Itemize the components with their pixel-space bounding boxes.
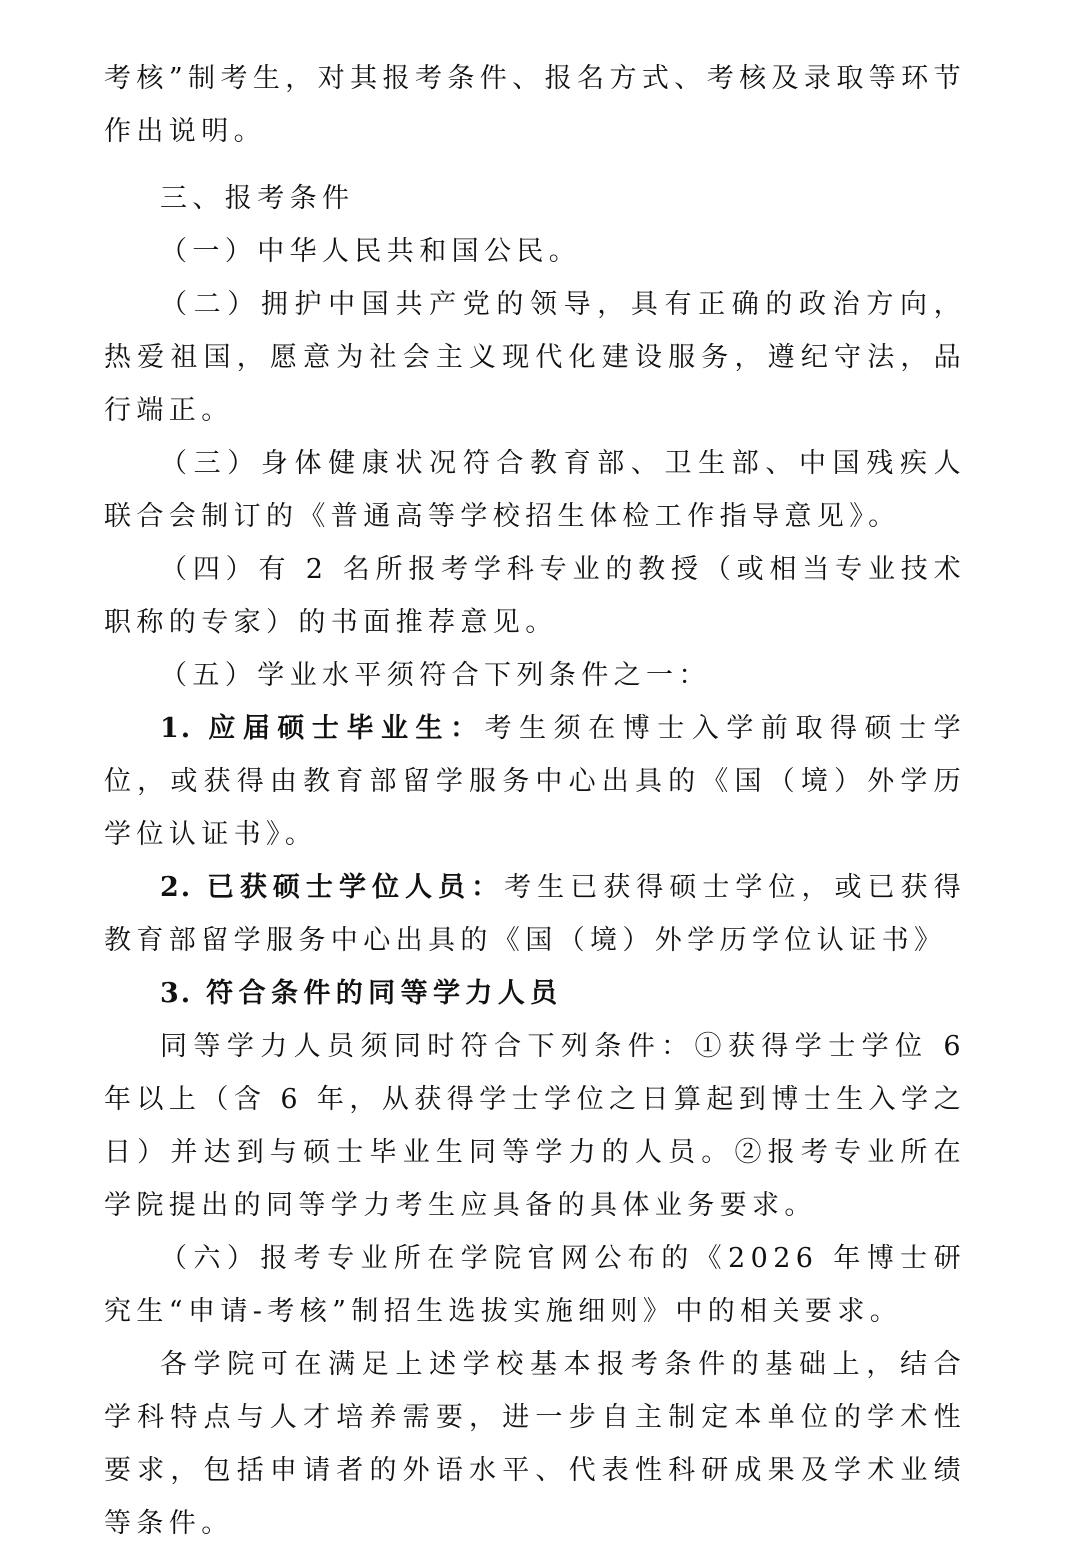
- condition-5: （五）学业水平须符合下列条件之一：: [160, 660, 711, 691]
- item-3-label: 符合条件的同等学力人员: [206, 978, 563, 1009]
- item-1: [104, 702, 966, 861]
- condition-2: （二）拥护中国共产党的领导，具有正确的政治方向，热爱祖国，愿意为社会主义现代化建设服务，遵纪守法，品行端正。: [104, 289, 966, 426]
- item-3-heading: [104, 967, 966, 1020]
- condition-1: （一）中华人民共和国公民。: [160, 236, 582, 267]
- condition-3: （三）身体健康状况符合教育部、卫生部、中国残疾人联合会制订的《普通高等学校招生体检工作指导意见》。: [104, 448, 966, 532]
- condition-6: （六）报考专业所在学院官网公布的《2026 年博士研究生“申请-考核”制招生选拔实施细则》中的相关要求。: [104, 1243, 966, 1327]
- item-1-number: 1.: [160, 713, 193, 744]
- item-2-label: 已获硕士学位人员：: [206, 872, 505, 903]
- item-1-text: 考生须在博士入学前取得硕士学位，或获得由教育部留学服务中心出具的《国（境）外学历学位认证书》。: [104, 713, 966, 850]
- item-2: [104, 861, 966, 967]
- section-title: 三、报考条件: [160, 183, 355, 214]
- item-3-number: 3.: [160, 978, 193, 1009]
- condition-4: （四）有 2 名所报考学科专业的教授（或相当专业技术职称的专家）的书面推荐意见。: [104, 554, 966, 638]
- item-1-label: 应届硕士毕业生：: [208, 713, 485, 744]
- item-3-text: 同等学力人员须同时符合下列条件：①获得学士学位 6 年以上（含 6 年，从获得学士学位之日算起到博士生入学之日）并达到与硕士毕业生同等学力的人员。②报考专业所在学院提出的同等学力考生应具备的具体业务要求。: [104, 1031, 966, 1221]
- final-paragraph: 各学院可在满足上述学校基本报考条件的基础上，结合学科特点与人才培养需要，进一步自主制定本单位的学术性要求，包括申请者的外语水平、代表性科研成果及学术业绩等条件。: [104, 1349, 966, 1539]
- item-2-number: 2.: [160, 872, 193, 903]
- item-2-text: 考生已获得硕士学位，或已获得教育部留学服务中心出具的《国（境）外学历学位认证书》: [104, 872, 966, 956]
- document-body: [104, 52, 966, 1550]
- intro-paragraph: 考核”制考生，对其报考条件、报名方式、考核及录取等环节作出说明。: [104, 63, 966, 147]
